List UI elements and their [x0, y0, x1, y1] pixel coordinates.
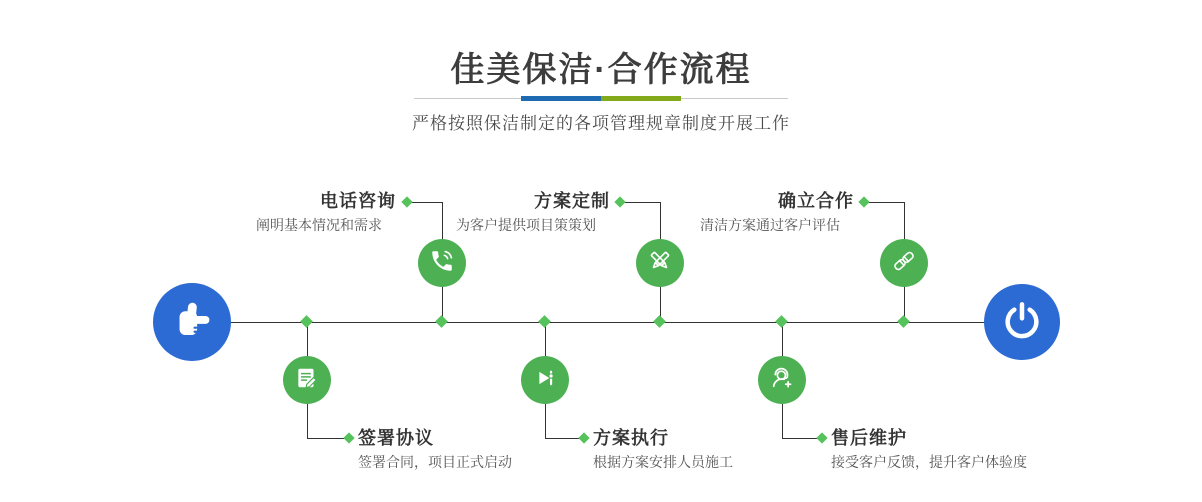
timeline-junction-diamond — [653, 315, 666, 328]
step-title: 方案定制 — [534, 191, 610, 211]
play-slider-icon — [532, 365, 558, 396]
timeline-junction-diamond — [300, 315, 313, 328]
start-node — [153, 283, 231, 361]
timeline-junction-diamond — [538, 315, 551, 328]
step-desc: 根据方案安排人员施工 — [593, 454, 733, 470]
step-sign-label — [358, 427, 512, 471]
step-cooperate-label-diamond — [858, 196, 869, 207]
phone-call-icon — [429, 248, 455, 279]
customer-service-icon — [769, 364, 796, 396]
step-cooperate-label — [700, 190, 854, 234]
step-execute-circle — [521, 356, 569, 404]
divider-blue-segment — [521, 96, 601, 101]
step-aftersale-label — [831, 427, 1027, 471]
header-divider-accent — [521, 96, 681, 101]
timeline-junction-diamond — [435, 315, 448, 328]
step-desc: 阐明基本情况和需求 — [256, 217, 382, 233]
step-plan-label-diamond — [614, 196, 625, 207]
step-title: 售后维护 — [831, 428, 907, 448]
page-title: 佳美保洁·合作流程 — [450, 51, 752, 89]
end-node — [984, 284, 1060, 360]
step-aftersale-label-diamond — [816, 432, 827, 443]
step-aftersale-circle — [758, 356, 806, 404]
timeline-junction-diamond — [897, 315, 910, 328]
crossed-pencils-icon — [647, 248, 673, 279]
page-subtitle: 严格按照保洁制定的各项管理规章制度开展工作 — [412, 114, 790, 133]
step-title: 电话咨询 — [320, 191, 396, 211]
step-cooperate-circle — [880, 239, 928, 287]
step-title: 方案执行 — [593, 428, 669, 448]
step-sign-label-diamond — [343, 432, 354, 443]
step-execute-label — [593, 427, 733, 471]
step-desc: 清洁方案通过客户评估 — [700, 217, 840, 233]
power-icon — [1002, 300, 1042, 345]
step-plan-circle — [636, 239, 684, 287]
step-desc: 接受客户反馈，提升客户体验度 — [831, 454, 1027, 470]
step-plan-connector-h — [620, 202, 660, 203]
step-cooperate-connector-h — [864, 202, 904, 203]
handshake-icon — [890, 247, 918, 280]
step-execute-label-diamond — [578, 432, 589, 443]
step-desc: 为客户提供项目策策划 — [456, 217, 596, 233]
step-phone-label — [256, 190, 396, 234]
step-phone-label-diamond — [401, 196, 412, 207]
step-plan-label — [456, 190, 610, 234]
pointing-hand-icon — [170, 298, 214, 347]
step-phone-circle — [418, 239, 466, 287]
divider-green-segment — [601, 96, 681, 101]
document-sign-icon — [294, 365, 320, 396]
step-title: 确立合作 — [778, 191, 854, 211]
step-desc: 签署合同，项目正式启动 — [358, 454, 512, 470]
timeline-junction-diamond — [775, 315, 788, 328]
step-title: 签署协议 — [358, 428, 434, 448]
step-sign-circle — [283, 356, 331, 404]
